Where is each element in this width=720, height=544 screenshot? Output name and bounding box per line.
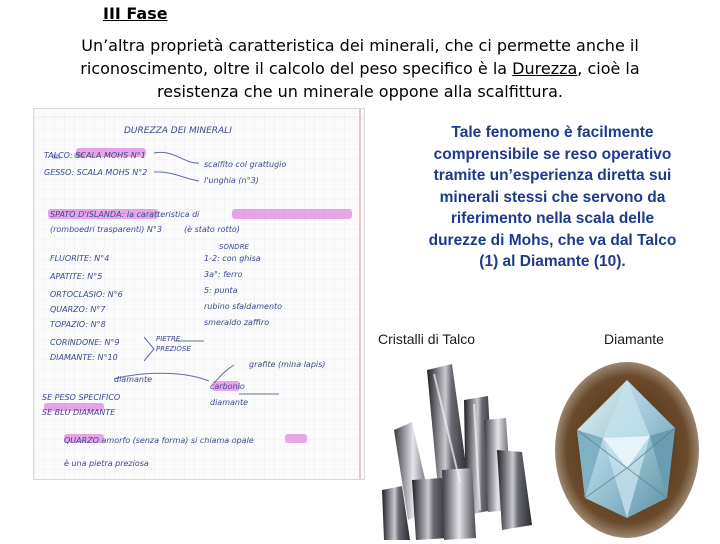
svg-text:ORTOCLASIO: N°6: ORTOCLASIO: N°6 bbox=[50, 290, 123, 299]
svg-text:DIAMANTE: N°10: DIAMANTE: N°10 bbox=[50, 353, 118, 362]
svg-text:DUREZZA DEI MINERALI: DUREZZA DEI MINERALI bbox=[124, 126, 232, 136]
intro-keyword-durezza: Durezza bbox=[512, 59, 578, 78]
svg-text:QUARZO amorfo (senza forma) si: QUARZO amorfo (senza forma) si chiama opale bbox=[64, 436, 254, 445]
explanation-text: Tale fenomeno è facilmente comprensibile se reso operativo tramite un’esperienza diretta sui minerali stessi che servono da riferimento nella scala delle durezze di Mohs, che va dal Talco (1) al Diamante (10). bbox=[428, 124, 677, 270]
intro-text-post: , cioè la resistenza che un minerale oppone alla scalfittura. bbox=[157, 59, 640, 101]
svg-text:GESSO: SCALA MOHS N°2: GESSO: SCALA MOHS N°2 bbox=[44, 168, 148, 177]
svg-text:grafite (mina lapis): grafite (mina lapis) bbox=[249, 360, 326, 369]
svg-text:5: punta: 5: punta bbox=[204, 286, 238, 295]
svg-text:SONDRE: SONDRE bbox=[219, 243, 249, 251]
phase-title: III Fase bbox=[103, 4, 168, 23]
svg-text:SPATO D'ISLANDA: la caratteris: SPATO D'ISLANDA: la caratteristica di bbox=[50, 210, 200, 219]
svg-text:CORINDONE: N°9: CORINDONE: N°9 bbox=[50, 338, 120, 347]
svg-text:è una pietra preziosa: è una pietra preziosa bbox=[64, 459, 149, 468]
diamond-photo bbox=[555, 358, 700, 540]
diamond-drawing bbox=[555, 358, 700, 540]
notebook-drawing bbox=[34, 109, 364, 479]
svg-text:rubino sfaldamento: rubino sfaldamento bbox=[204, 302, 283, 311]
notebook-photo bbox=[33, 108, 365, 480]
svg-text:SE PESO SPECIFICO: SE PESO SPECIFICO bbox=[42, 393, 121, 402]
svg-text:APATITE: N°5: APATITE: N°5 bbox=[50, 272, 103, 281]
intro-paragraph bbox=[40, 34, 680, 103]
svg-text:smeraldo zaffiro: smeraldo zaffiro bbox=[204, 318, 270, 327]
svg-text:carbonio: carbonio bbox=[210, 382, 245, 391]
svg-text:scalfito col grattugio: scalfito col grattugio bbox=[204, 160, 287, 169]
talc-crystals-photo bbox=[372, 360, 548, 540]
svg-text:(è stato rotto): (è stato rotto) bbox=[184, 225, 240, 234]
svg-text:3a°: ferro: 3a°: ferro bbox=[204, 270, 243, 279]
svg-text:1-2: con ghisa: 1-2: con ghisa bbox=[204, 254, 261, 263]
svg-text:diamante: diamante bbox=[114, 375, 153, 384]
svg-text:(romboedri trasparenti) N°3: (romboedri trasparenti) N°3 bbox=[50, 225, 162, 234]
intro-text-pre: Un’altra proprietà caratteristica dei minerali, che ci permette anche il riconoscimento, oltre il calcolo del peso specifico è la bbox=[80, 36, 639, 78]
svg-text:TOPAZIO: N°8: TOPAZIO: N°8 bbox=[50, 320, 106, 329]
svg-text:l'unghia (n°3): l'unghia (n°3) bbox=[204, 176, 259, 185]
talc-crystals-drawing bbox=[372, 360, 548, 540]
caption-talco: Cristalli di Talco bbox=[378, 331, 475, 347]
svg-text:FLUORITE: N°4: FLUORITE: N°4 bbox=[50, 254, 110, 263]
caption-diamante: Diamante bbox=[604, 331, 664, 347]
svg-text:diamante: diamante bbox=[210, 398, 249, 407]
svg-text:QUARZO: N°7: QUARZO: N°7 bbox=[50, 305, 106, 314]
svg-text:PREZIOSE: PREZIOSE bbox=[156, 345, 191, 353]
svg-text:TALCO: SCALA MOHS N°1: TALCO: SCALA MOHS N°1 bbox=[44, 151, 146, 160]
svg-text:SE BLU DIAMANTE: SE BLU DIAMANTE bbox=[42, 408, 116, 417]
svg-text:PIETRE: PIETRE bbox=[156, 335, 181, 343]
